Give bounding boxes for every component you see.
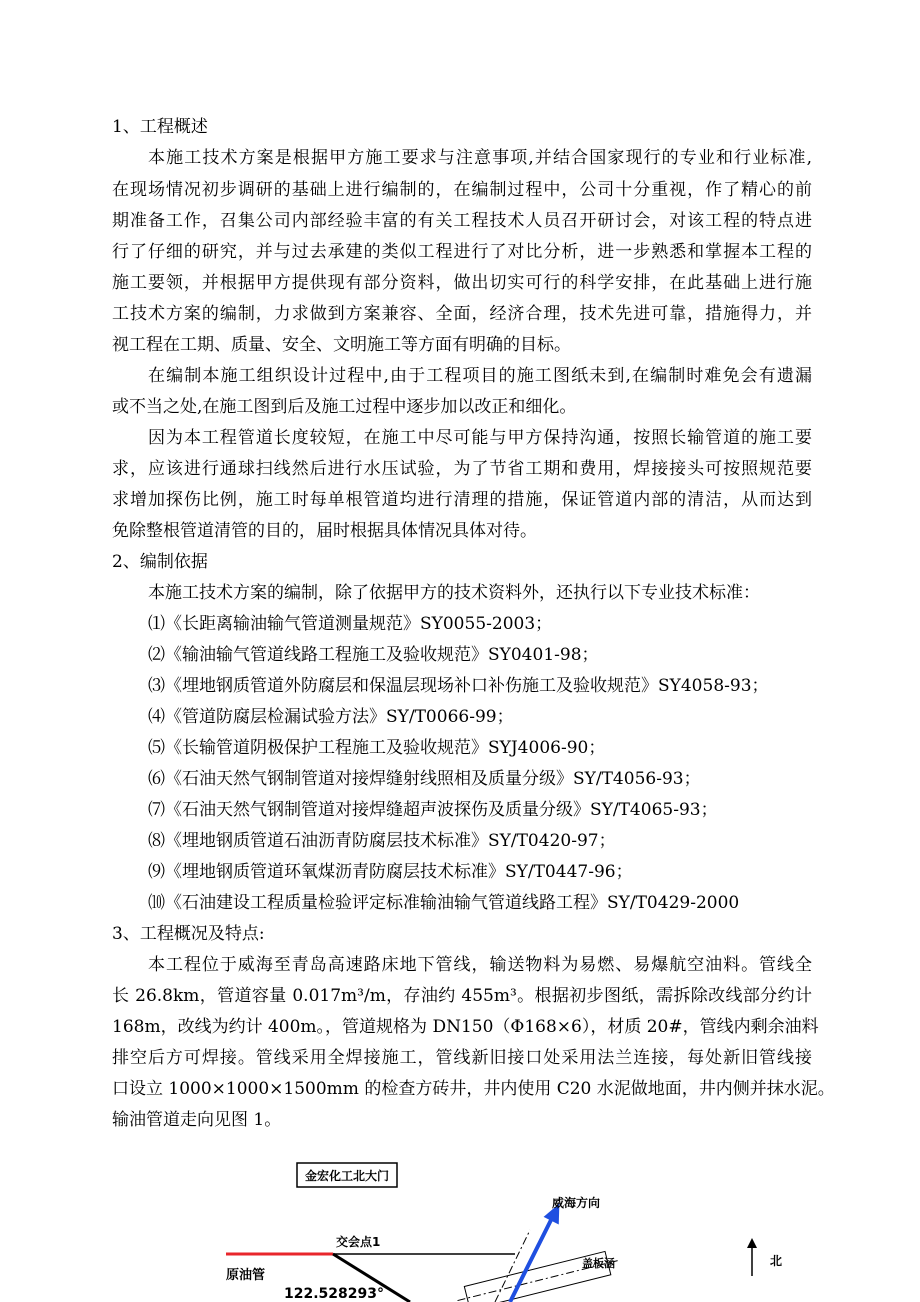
gate-label: 金宏化工北大门	[304, 1169, 390, 1183]
section1-heading: 1、工程概述	[112, 117, 208, 137]
section1-para1-line: 期准备工作，召集公司内部经验丰富的有关工程技术人员召开研讨会，对该工程的特点进	[112, 211, 812, 231]
north-arrow-icon	[747, 1238, 757, 1248]
standard-item: ⑸《长输管道阴极保护工程施工及验收规范》SYJ4006-90；	[148, 738, 606, 758]
north-label: 北	[770, 1254, 783, 1268]
standard-item: ⑺《石油天然气钢制管道对接焊缝超声波探伤及质量分级》SY/T4065-93；	[148, 800, 718, 820]
section1-para1-line: 工技术方案的编制，力求做到方案兼容、全面，经济合理，技术先进可靠，措施得力，并	[112, 304, 812, 324]
road-centerline	[495, 1230, 530, 1302]
section3-para-line: 本工程位于威海至青岛高速路床地下管线，输送物料为易燃、易爆航空油料。管线全	[148, 955, 812, 975]
section2-heading: 2、编制依据	[112, 552, 208, 572]
angle-label: 122.528293°	[284, 1286, 384, 1302]
section3-para-line: 输油管道走向见图 1。	[112, 1110, 282, 1130]
old-pipe-label: 原油管	[226, 1268, 266, 1283]
section1-para3-line: 求，应该进行通球扫线然后进行水压试验，为了节省工期和费用，焊接接头可按照规范要	[112, 459, 812, 479]
weihai-label: 威海方向	[552, 1196, 601, 1210]
standard-item: ⑻《埋地钢质管道石油沥青防腐层技术标准》SY/T0420-97；	[148, 831, 616, 851]
section3-para-line: 长 26.8km，管道容量 0.017m³/m，存油约 455m³。根据初步图纸，需拆除改线部分约计	[112, 986, 812, 1006]
section1-para1-line: 视工程在工期、质量、安全、文明施工等方面有明确的目标。	[112, 335, 571, 355]
standard-item: ⑵《输油输气管道线路工程施工及验收规范》SY0401-98；	[148, 645, 599, 665]
standard-item: ⑹《石油天然气钢制管道对接焊缝射线照相及质量分级》SY/T4056-93；	[148, 769, 701, 789]
culvert-label: 盖板涵	[582, 1257, 615, 1270]
section3-heading: 3、工程概况及特点:	[112, 924, 265, 944]
standard-item: ⑼《埋地钢质管道环氧煤沥青防腐层技术标准》SY/T0447-96；	[148, 862, 633, 882]
section1-para3-line: 免除整根管道清管的目的，届时根据具体情况具体对待。	[112, 521, 537, 541]
junction-label: 交会点1	[336, 1235, 381, 1249]
section1-para3-line: 求增加探伤比例，施工时每单根管道均进行清理的措施，保证管道内部的清洁，从而达到	[112, 490, 812, 510]
standard-item: ⑷《管道防腐层检漏试验方法》SY/T0066-99；	[148, 707, 514, 727]
section1-para2-line: 在编制本施工组织设计过程中,由于工程项目的施工图纸未到,在编制时难免会有遗漏	[148, 366, 812, 386]
section1-para1-line: 在现场情况初步调研的基础上进行编制的，在编制过程中，公司十分重视，作了精心的前	[112, 180, 812, 200]
section2-intro: 本施工技术方案的编制，除了依据甲方的技术资料外，还执行以下专业技术标准：	[148, 583, 760, 603]
section3-para-line: 168m，改线为约计 400m。，管道规格为 DN150（Φ168×6），材质 20#，管线内剩余油料	[112, 1017, 819, 1037]
section3-para-line: 排空后方可焊接。管线采用全焊接施工，管线新旧接口处采用法兰连接，每处新旧管线接	[112, 1048, 812, 1068]
standard-item: ⑽《石油建设工程质量检验评定标准输油输气管道线路工程》SY/T0429-2000	[148, 893, 740, 913]
section3-para-line: 口设立 1000×1000×1500mm 的检查方砖井，井内使用 C20 水泥做地面，井内侧并抹水泥。	[112, 1079, 835, 1099]
section1-para2-line: 或不当之处,在施工图到后及施工过程中逐步加以改正和细化。	[112, 397, 577, 417]
standard-item: ⑶《埋地钢质管道外防腐层和保温层现场补口补伤施工及验收规范》SY4058-93；	[148, 676, 769, 696]
section1-para3-line: 因为本工程管道长度较短，在施工中尽可能与甲方保持沟通，按照长输管道的施工要	[148, 428, 812, 448]
standard-item: ⑴《长距离输油输气管道测量规范》SY0055-2003；	[148, 614, 553, 634]
section1-para1-line: 行了仔细的研究，并与过去承建的类似工程进行了对比分析，进一步熟悉和掌握本工程的	[112, 242, 812, 262]
pipeline-route-diagram	[0, 1120, 920, 1302]
section1-para1-line: 本施工技术方案是根据甲方施工要求与注意事项,并结合国家现行的专业和行业标准,	[148, 148, 812, 168]
section1-para1-line: 施工要领，并根据甲方提供现有部分资料，做出切实可行的科学安排，在此基础上进行施	[112, 273, 812, 293]
